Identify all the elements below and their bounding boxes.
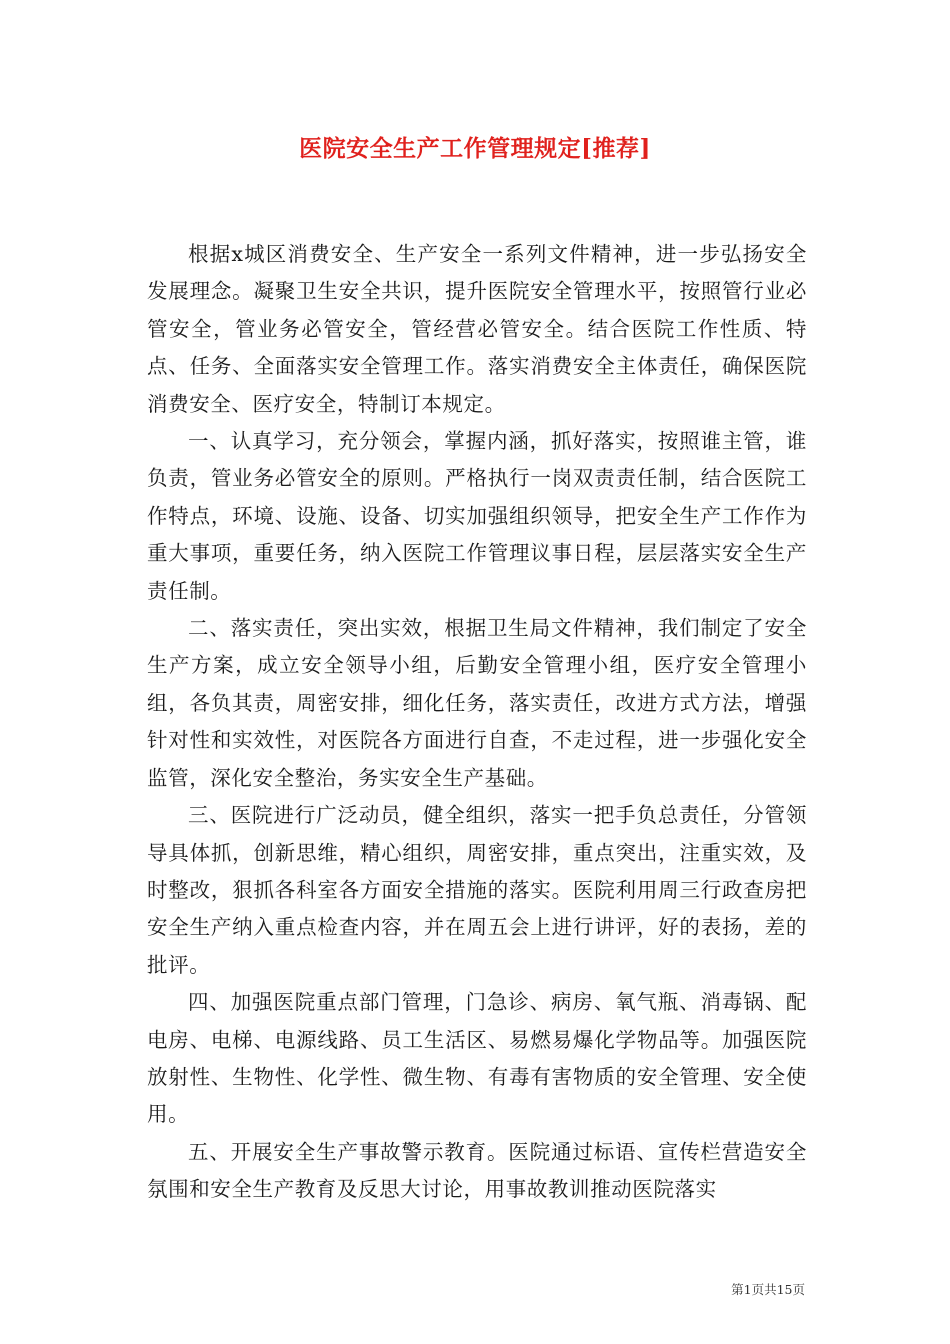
paragraph-section-3: 三、医院进行广泛动员，健全组织，落实一把手负总责任，分管领导具体抓，创新思维，精心组织，周密安排，重点突出，注重实效，及时整改，狠抓各科室各方面安全措施的落实。医院利用周三行政查房把安全生产纳入重点检查内容，并在周五会上进行讲评，好的表扬，差的批评。 <box>147 803 807 977</box>
document-title: 医院安全生产工作管理规定[推荐] <box>299 135 651 162</box>
paragraph-intro: 根据x城区消费安全、生产安全一系列文件精神，进一步弘扬安全发展理念。凝聚卫生安全共识，提升医院安全管理水平，按照管行业必管安全，管业务必管安全，管经营必管安全。结合医院工作性质、特点、任务、全面落实安全管理工作。落实消费安全主体责任，确保医院消费安全、医疗安全，特制订本规定。 <box>147 242 807 416</box>
paragraph-section-2: 二、落实责任，突出实效，根据卫生局文件精神，我们制定了安全生产方案，成立安全领导小组，后勤安全管理小组，医疗安全管理小组，各负其责，周密安排，细化任务，落实责任，改进方式方法，增强针对性和实效性，对医院各方面进行自查，不走过程，进一步强化安全监管，深化安全整治，务实安全生产基础。 <box>147 616 807 790</box>
document-body <box>147 236 807 1209</box>
page-number: 第1页共15页 <box>731 1282 805 1297</box>
paragraph-section-1: 一、认真学习，充分领会，掌握内涵，抓好落实，按照谁主管，谁负责，管业务必管安全的原则。严格执行一岗双责责任制，结合医院工作特点，环境、设施、设备、切实加强组织领导，把安全生产工作作为重大事项，重要任务，纳入医院工作管理议事日程，层层落实安全生产责任制。 <box>147 429 807 603</box>
paragraph-section-4: 四、加强医院重点部门管理，门急诊、病房、氧气瓶、消毒锅、配电房、电梯、电源线路、员工生活区、易燃易爆化学物品等。加强医院放射性、生物性、化学性、微生物、有毒有害物质的安全管理、安全使用。 <box>147 990 807 1127</box>
paragraph-section-5: 五、开展安全生产事故警示教育。医院通过标语、宣传栏营造安全氛围和安全生产教育及反思大讨论，用事故教训推动医院落实 <box>147 1139 807 1202</box>
